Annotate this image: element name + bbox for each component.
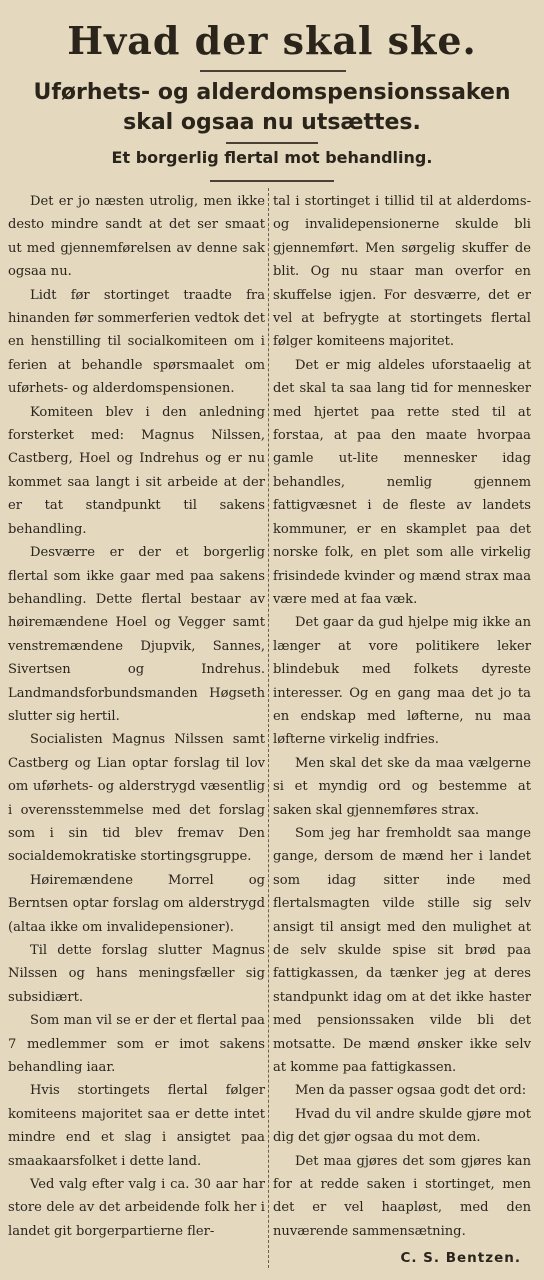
headline-rule <box>200 70 346 72</box>
paragraph: Ved valg efter valg i ca. 30 aar har store dele av det arbeidende folk her i landet git borgerpartierne fler- <box>8 1177 265 1239</box>
column-divider <box>268 188 269 1268</box>
paragraph: Lidt før stortinget traadte fra hinanden før sommerferien vedtok det en henstilling til socialkomiteen om i ferien at behandle spørsmaalet om uførhets- og alderdomspensionen. <box>8 287 265 397</box>
subtitle-rule <box>226 142 318 144</box>
author-signature: C. S. Bentzen. <box>400 1250 521 1267</box>
paragraph: Men da passer ogsaa godt det ord: <box>295 1083 527 1099</box>
paragraph: Hvad du vil andre skulde gjøre mot dig det gjør ogsaa du mot dem. <box>273 1106 531 1146</box>
paragraph: Det er mig aldeles uforstaaelig at det skal ta saa lang tid for mennesker med hjertet paa rette sted til at forstaa, at paa den maate hvorpaa gamle ut-lite mennesker idag behandles, nemlig gjennem fattigvæsnet i de fleste av landets kommuner, er en skamplet paa det norske folk, en plet som alle virkelig frisindede kvinder og mænd strax maa være med at faa væk. <box>273 357 531 607</box>
subheading-rule <box>210 180 334 182</box>
paragraph: Det gaar da gud hjelpe mig ikke an længer at vore politikere leker blindebuk med folkets dyreste interesser. Og en gang maa det jo ta en endskap med løfterne, nu maa løfterne virkelig indfries. <box>273 615 531 748</box>
left-column <box>8 190 265 1243</box>
article-subtitle <box>0 78 544 138</box>
subtitle-line-1: Uførhets- og alderdomspensionssaken <box>33 80 511 105</box>
paragraph: Til dette forslag slutter Magnus Nilssen og hans meningsfæller sig subsidiært. <box>8 943 265 1005</box>
paragraph: Som man vil se er der et flertal paa 7 medlemmer som er imot sakens behandling iaar. <box>8 1013 265 1076</box>
subtitle-line-2: skal ogsaa nu utsættes. <box>123 110 421 135</box>
paragraph: Det er jo næsten utrolig, men ikke desto mindre sandt at det ser smaat ut med gjennemførelsen av denne sak ogsaa nu. <box>8 194 265 280</box>
article-headline: Hvad der skal ske. <box>67 18 477 63</box>
paragraph: Socialisten Magnus Nilssen samt Castberg og Lian optar forslag til lov om uførhets- og alderstrygd væsentlig i overensstemmelse med det forslag som i sin tid blev fremav Den socialdemokratiske stortingsgruppe. <box>8 732 265 865</box>
paragraph: Desværre er der et borgerlig flertal som ikke gaar med paa sakens behandling. Dette flertal bestaar av høiremændene Hoel og Vegger samt venstremændene Djupvik, Sannes, Sivertsen og Indrehus. Landmandsforbundsmanden Høgseth slutter sig hertil. <box>8 545 265 724</box>
paragraph: Men skal det ske da maa vælgerne si et myndig ord og bestemme at saken skal gjennemføres strax. <box>273 755 531 818</box>
paragraph: Komiteen blev i den anledning forsterket med: Magnus Nilssen, Castberg, Hoel og Indrehus og er nu kommet saa langt i sit arbeide at der er tat standpunkt til sakens behandling. <box>8 404 265 537</box>
paragraph: Hvis stortingets flertal følger komiteens majoritet saa er dette intet mindre end et slag i ansigtet paa smaakaarsfolket i dette land. <box>8 1083 265 1169</box>
paragraph: Høiremændene Morrel og Berntsen optar forslag om alderstrygd (altaa ikke om invalidepensioner). <box>8 872 265 935</box>
paragraph-continuation: tal i stortinget i tillid til at alderdoms- og invalidepensionerne skulde bli gjennemført. Men sørgelig skuffer de blit. Og nu staar man overfor en skuffelse igjen. For desværre, det er vel at befrygte at stortingets flertal følger komiteens majoritet. <box>273 194 531 350</box>
paragraph: Det maa gjøres det som gjøres kan for at redde saken i stortinget, men det er vel haapløst, med den nuværende sammensætning. <box>273 1153 531 1239</box>
paragraph: Som jeg har fremholdt saa mange gange, dersom de mænd her i landet som idag sitter inde med flertalsmagten vilde stille sig selv ansigt til ansigt med den mulighet at de selv skulde spise sit brød paa fattigkassen, da tænker jeg at deres standpunkt idag om at det ikke haster med pensionssaken vilde bli det motsatte. De mænd ønsker ikke selv at komme paa fattigkassen. <box>273 825 531 1076</box>
right-column <box>273 190 531 1271</box>
article-subheading: Et borgerlig flertal mot behandling. <box>111 148 433 167</box>
